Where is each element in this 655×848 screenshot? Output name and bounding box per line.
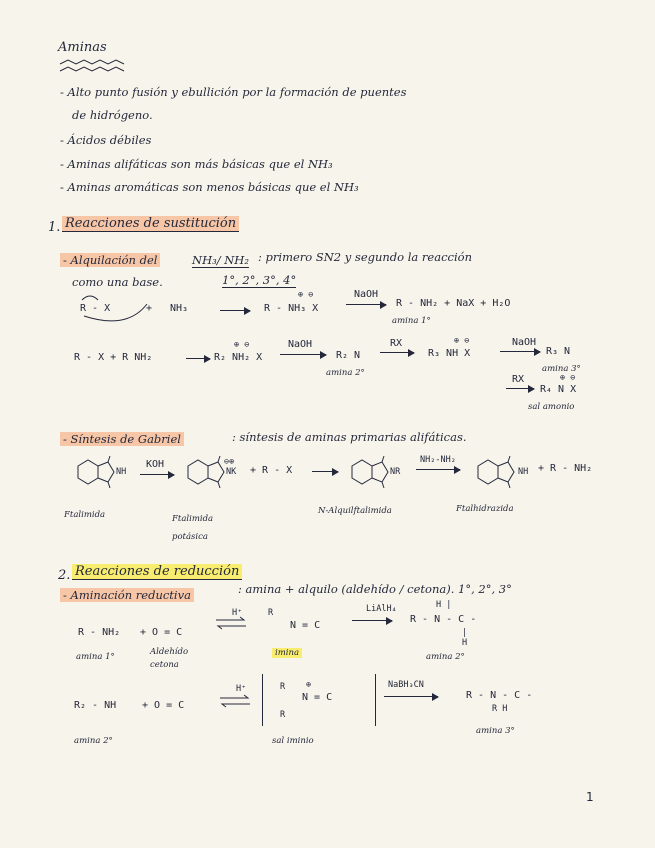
eq1-charges: ⊕ ⊖ <box>298 290 314 300</box>
title-underline-squiggle <box>58 58 128 78</box>
gabriel-name-2: Ftalimida potásica <box>172 514 214 542</box>
eq2-cond-2: RX <box>390 338 403 349</box>
bullet-1: - Alto punto fusión y ebullición por la formación de puentes <box>60 85 407 99</box>
gabriel-nr: NR <box>390 467 401 477</box>
gabriel-plus: + R - X <box>250 465 293 476</box>
red-label-6: sal iminio <box>272 736 314 746</box>
red-eq2-r1: R₂ - NH <box>74 700 117 711</box>
red-eq1-prod-h: H | <box>436 600 452 610</box>
red-label-1: amina 1° <box>76 652 115 662</box>
red-eq1-imine: N = C <box>290 620 321 631</box>
gabriel-nh: NH <box>116 467 127 477</box>
red-label-2: Aldehído cetona <box>150 647 189 670</box>
eq1-label: amina 1° <box>392 316 431 326</box>
eq3-charges: ⊕ ⊖ <box>560 373 576 383</box>
eq2-label-2: amina 3° <box>542 364 581 374</box>
red-eq2-prod-sub: R H <box>492 704 508 714</box>
red-eq1-plus: + O = C <box>140 627 183 638</box>
eq1-arrow-2 <box>346 304 386 305</box>
eq2-arrow-2 <box>280 354 326 355</box>
gabriel-reagent-1: KOH <box>146 459 165 470</box>
eq2-c: R₂ N <box>336 350 361 361</box>
red-eq1-reductant: LiAlH₄ <box>366 604 397 614</box>
eq2-arrow-4 <box>500 351 540 352</box>
eq2-e: R₃ N <box>546 346 571 357</box>
alkylation-desc: : primero SN2 y segundo la reacción <box>258 250 472 264</box>
eq1-plus: + <box>146 303 153 314</box>
eq2-charges-b: ⊕ ⊖ <box>234 340 250 350</box>
alkylation-desc-2: como una base. <box>72 275 163 289</box>
gabriel-nk: NK <box>226 467 237 477</box>
eq2-label-1: amina 2° <box>326 368 365 378</box>
eq2-cond-3: NaOH <box>512 337 537 348</box>
eq1-prod: R - NH₃ X <box>264 303 319 314</box>
red-eq1-arrow <box>352 620 392 621</box>
red-eq2-equilibrium <box>218 694 252 708</box>
section-2-heading: Reacciones de reducción <box>72 564 242 579</box>
eq1-out: R - NH₂ + NaX + H₂O <box>396 298 511 309</box>
gabriel-label: - Síntesis de Gabriel <box>60 432 184 446</box>
red-eq1-imine-r: R <box>268 608 274 618</box>
iminio-r2: R <box>280 710 286 720</box>
eq2-arrow-1 <box>186 358 210 359</box>
alkylation-reagent: NH₃/ NH₂ <box>192 253 249 267</box>
red-eq2-reductant: NaBH₃CN <box>388 680 424 690</box>
gabriel-arrow-1 <box>140 474 174 475</box>
gabriel-name-1: Ftalimida <box>64 510 106 520</box>
gabriel-nh-2: NH <box>518 467 529 477</box>
red-eq2-plus: + O = C <box>142 700 185 711</box>
red-eq2-arrow <box>384 696 438 697</box>
eq1-cond: NaOH <box>354 289 379 300</box>
red-label-4: amina 2° <box>426 652 465 662</box>
eq3-arrow <box>506 388 534 389</box>
eq2-charges-d: ⊕ ⊖ <box>454 336 470 346</box>
red-eq2-cat: H⁺ <box>236 684 247 694</box>
alkylation-degrees: 1°, 2°, 3°, 4° <box>222 273 297 287</box>
gabriel-arrow-3 <box>416 469 460 470</box>
eq2-d: R₃ NH X <box>428 348 471 359</box>
bullet-3: - Aminas alifáticas son más básicas que el NH₃ <box>60 157 333 171</box>
reductive-desc: : amina + alquilo (aldehído / cetona). 1°, 2°, 3° <box>238 582 512 596</box>
alkylation-label: - Alquilación del <box>60 253 160 267</box>
red-eq1-cat: H⁺ <box>232 608 243 618</box>
iminio-r1: R <box>280 682 286 692</box>
eq2-cond-1: NaOH <box>288 339 313 350</box>
eq2-a: R - X + R NH₂ <box>74 352 153 363</box>
eq3-prod: R₄ N X <box>540 384 577 395</box>
eq2-arrow-3 <box>380 352 414 353</box>
gabriel-plus-2: + R - NH₂ <box>538 463 593 474</box>
section-1-heading: Reacciones de sustitución <box>62 216 239 231</box>
gabriel-nk-charges: ⊖⊕ <box>224 457 235 467</box>
gabriel-arrow-2 <box>312 471 338 472</box>
gabriel-reagent-2: NH₂-NH₂ <box>420 455 456 465</box>
eq2-b: R₂ NH₂ X <box>214 352 263 363</box>
red-label-7: amina 3° <box>476 726 515 736</box>
red-eq1-r1: R - NH₂ <box>78 627 121 638</box>
section-1-number: 1. <box>48 220 61 235</box>
bullet-2: - Ácidos débiles <box>60 133 152 147</box>
red-eq1-prod-h2: | H <box>462 628 468 648</box>
gabriel-desc: : síntesis de aminas primarias alifáticas. <box>232 430 467 444</box>
section-2-number: 2. <box>58 568 71 583</box>
eq3-cond: RX <box>512 374 525 385</box>
red-eq1-equilibrium <box>214 616 248 630</box>
iminio-core: N = C <box>302 692 333 703</box>
eq1-arrow <box>220 310 250 311</box>
gabriel-name-3: N-Alquilftalimida <box>318 506 392 516</box>
bullet-1-cont: de hidrógeno. <box>72 108 153 122</box>
gabriel-name-4: Ftalhidrazida <box>456 504 514 514</box>
page-number: 1 <box>586 790 594 804</box>
reductive-label: - Aminación reductiva <box>60 588 194 602</box>
eq1-r1: R - X <box>80 303 111 314</box>
eq1-r2: NH₃ <box>170 303 189 314</box>
red-label-5: amina 2° <box>74 736 113 746</box>
red-eq2-prod: R - N - C - <box>466 690 533 701</box>
page-title: Aminas <box>58 40 107 55</box>
red-label-3: imina <box>272 648 302 658</box>
eq3-label: sal amonio <box>528 402 575 412</box>
bullet-4: - Aminas aromáticas son menos básicas que el NH₃ <box>60 180 359 194</box>
red-eq1-prod: R - N - C - <box>410 614 477 625</box>
iminio-charge: ⊕ <box>306 680 312 690</box>
